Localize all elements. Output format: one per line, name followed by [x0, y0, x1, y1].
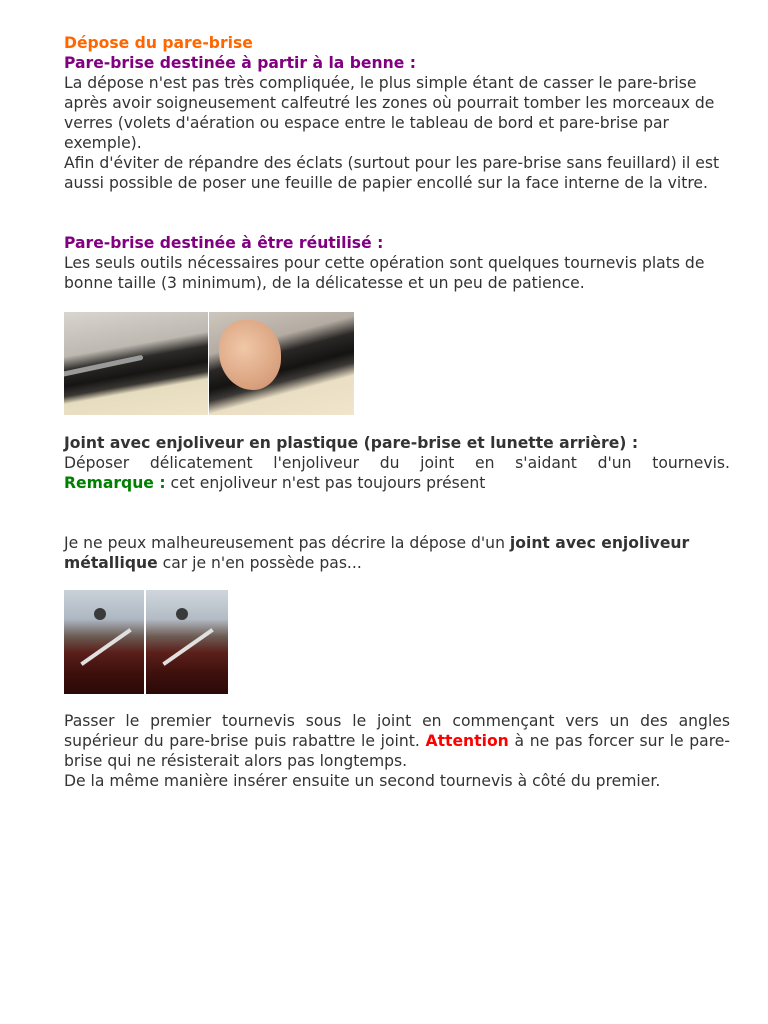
photo-joint-right: [146, 590, 228, 694]
paragraph-metal-trim: [64, 533, 730, 573]
section-heading-benne: Pare-brise destinée à partir à la benne :: [64, 54, 416, 72]
metal-trim-text-after: car je n'en possède pas...: [157, 554, 362, 572]
first-screwdriver-text-after: à ne pas forcer sur le pare-brise qui ne résisterait alors pas longtemps.: [64, 732, 730, 770]
photo-row-plastic-trim: [64, 312, 730, 415]
first-screwdriver-text-before: Passer le premier tournevis sous le joint en commençant vers un des angles supérieur du pare-brise puis rabattre le joint.: [64, 712, 730, 750]
section-heading-plastic-trim: Joint avec enjoliveur en plastique (pare-brise et lunette arrière) :: [64, 434, 639, 452]
paragraph-reutilise: Les seuls outils nécessaires pour cette opération sont quelques tournevis plats de bonne taille (3 minimum), de la délicatesse et un peu de patience.: [64, 254, 705, 292]
metal-trim-text-before: Je ne peux malheureusement pas décrire la dépose d'un: [64, 534, 510, 552]
paragraph-benne-1: La dépose n'est pas très compliquée, le plus simple étant de casser le pare-brise après avoir soigneusement calfeutré les zones où pourrait tomber les morceaux de verres (volets d'aération ou espace entre le tableau de bord et pare-brise par exemple).: [64, 74, 715, 152]
remark-text: cet enjoliveur n'est pas toujours présent: [165, 474, 486, 492]
paragraph-benne-2: Afin d'éviter de répandre des éclats (surtout pour les pare-brise sans feuillard) il est aussi possible de poser une feuille de papier encollé sur la face interne de la vitre.: [64, 154, 720, 192]
spacer: [64, 193, 730, 233]
remark-label: Remarque :: [64, 474, 166, 492]
page-title: Dépose du pare-brise: [64, 34, 253, 52]
section-heading-reutilise: Pare-brise destinée à être réutilisé :: [64, 234, 384, 252]
photo-screwdriver-under-trim: [64, 312, 208, 415]
photo-joint-left: [64, 590, 144, 694]
photo-row-joint: [64, 590, 730, 694]
metal-trim-bold: joint avec enjoliveur métallique: [64, 534, 690, 572]
paragraph-plastic-trim: Déposer délicatement l'enjoliveur du joint en s'aidant d'un tournevis.: [64, 454, 730, 472]
paragraph-first-screwdriver: [64, 711, 730, 771]
spacer: [64, 493, 730, 533]
remark-line: [64, 473, 730, 493]
paragraph-second-screwdriver: De la même manière insérer ensuite un second tournevis à côté du premier.: [64, 772, 661, 790]
document-page: [64, 33, 730, 791]
attention-label: Attention: [425, 732, 509, 750]
photo-hand-lifting-trim: [209, 312, 354, 415]
